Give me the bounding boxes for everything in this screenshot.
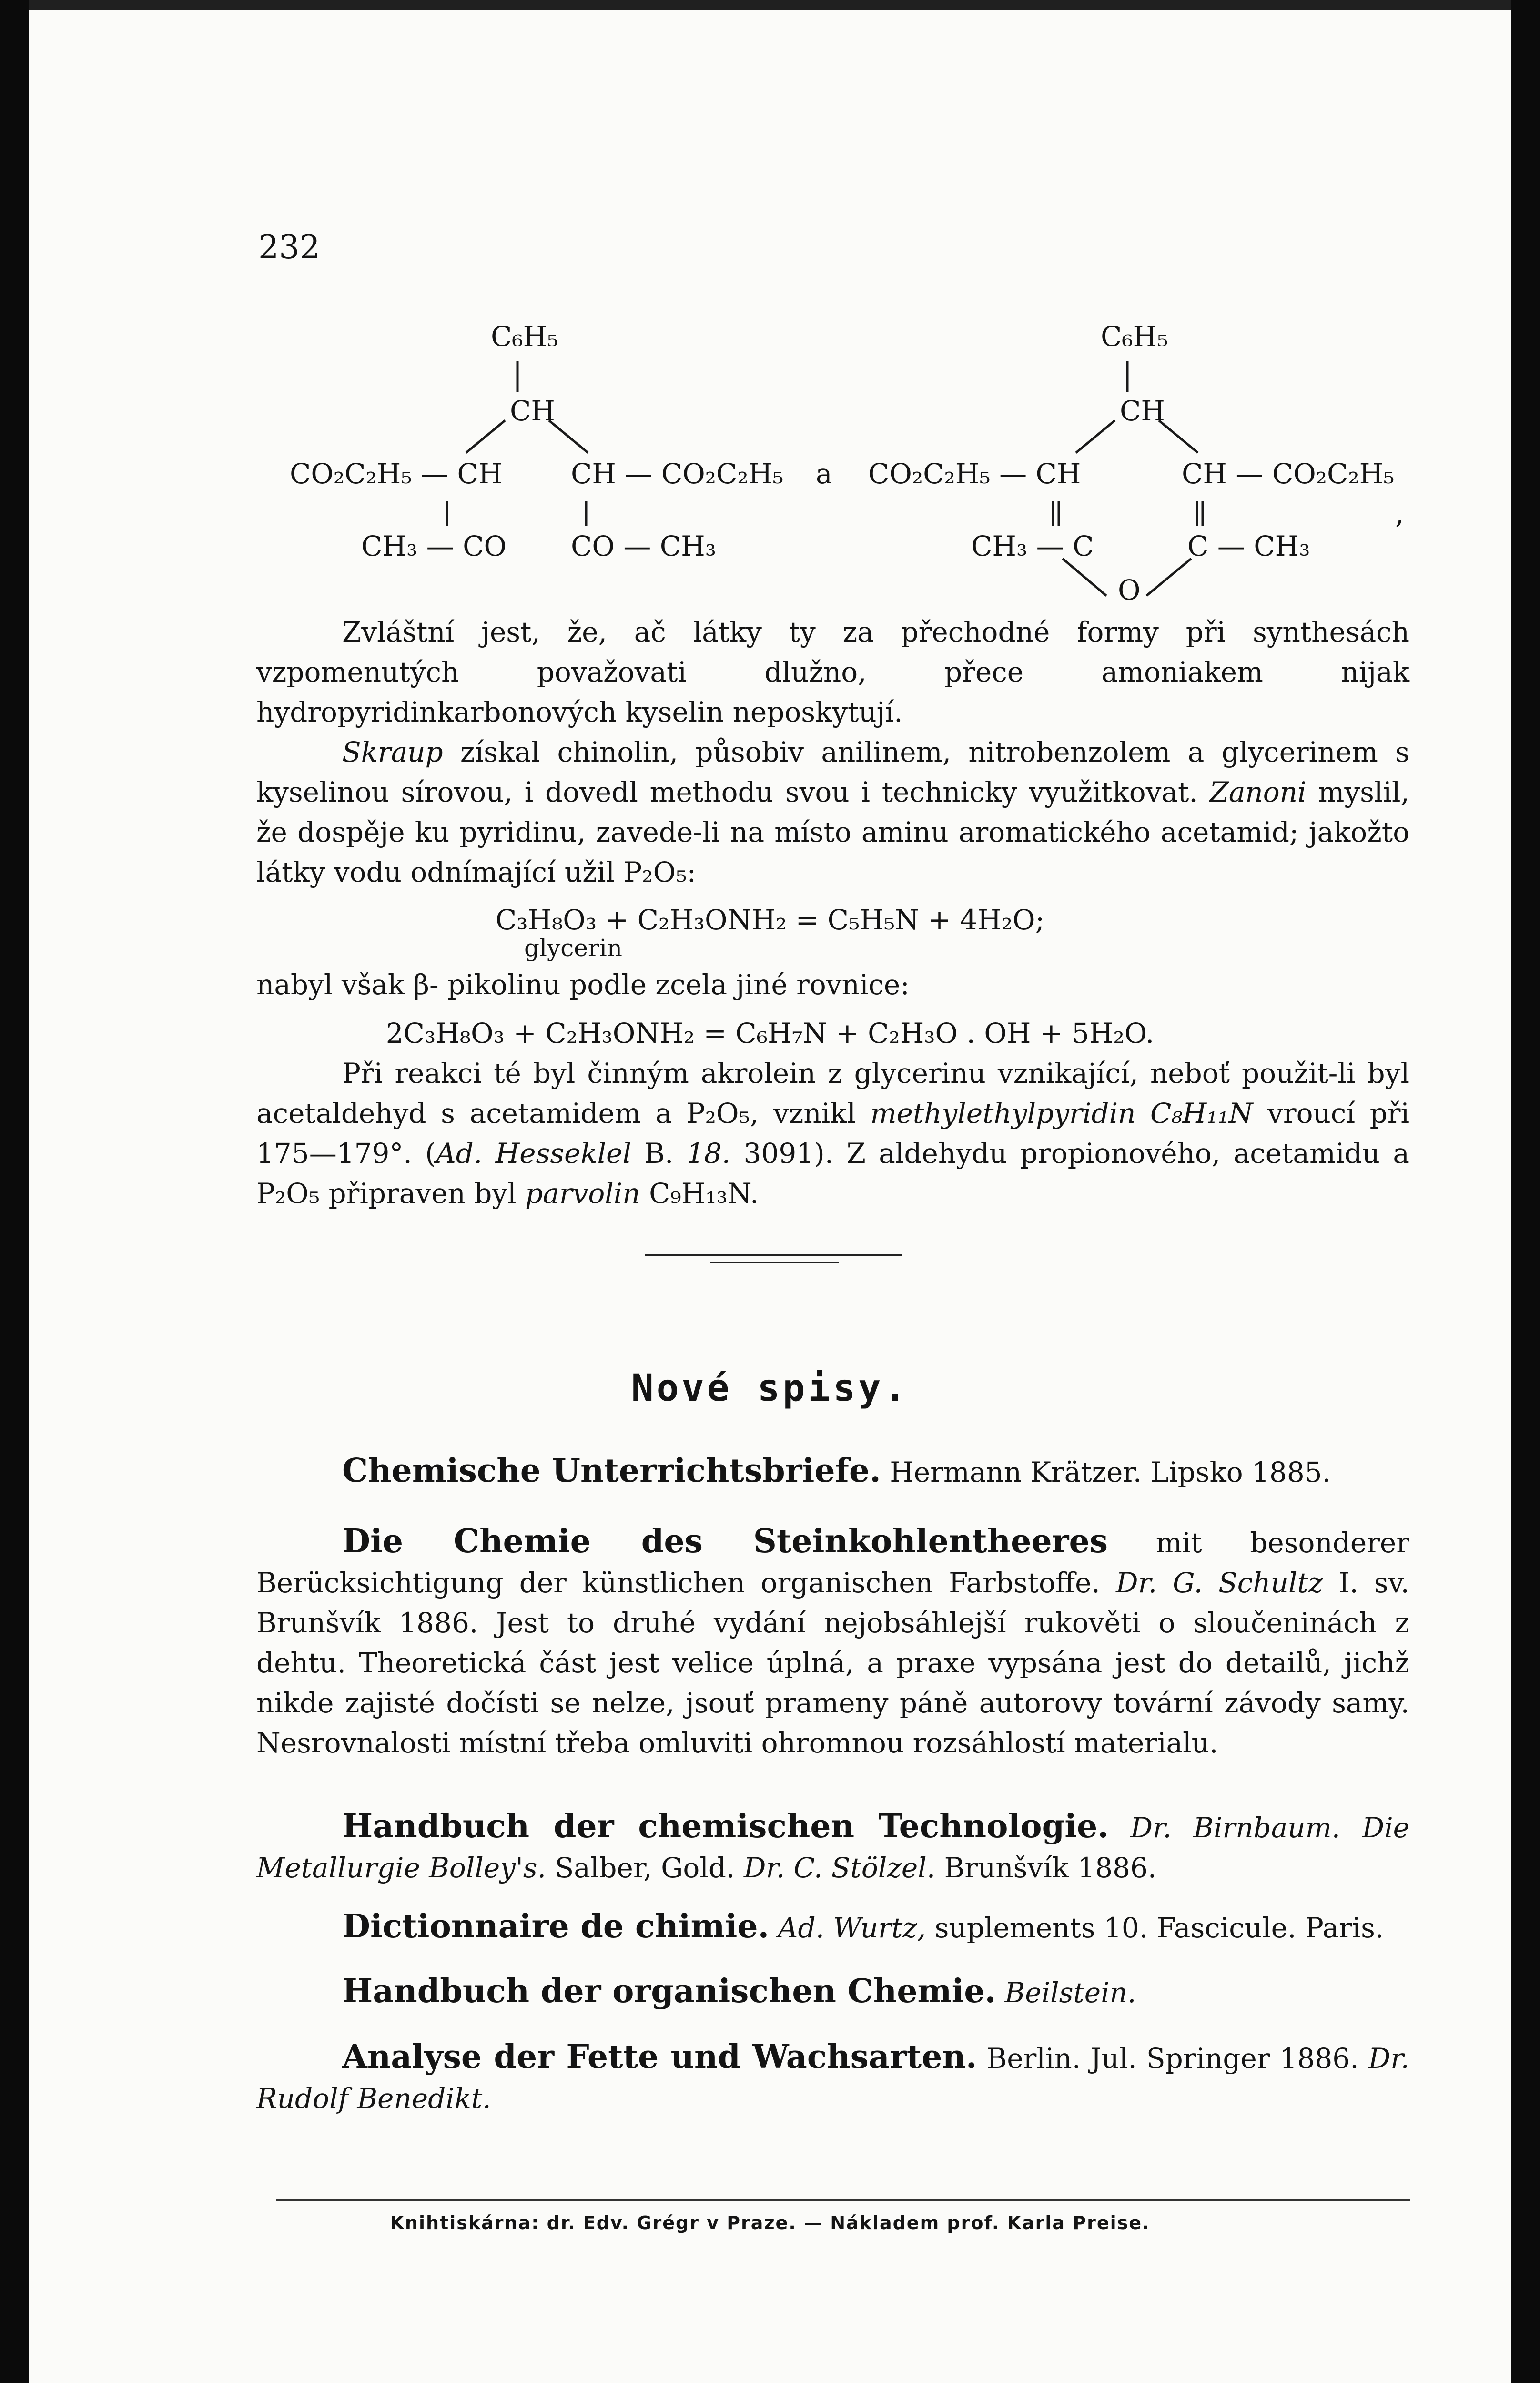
bib-2-rest: mit besonderer Berücksichtigung der künstlichen organischen Farbstoffe. (256, 1527, 1409, 1599)
left-bottom-right: CO — CH₃ (571, 530, 717, 562)
right-right-chain: CH — CO₂C₂H₅ (1182, 458, 1395, 490)
book-page (29, 10, 1511, 2383)
bib-3-rest2: Brunšvík 1886. (935, 1852, 1157, 1884)
line-after-eq1 (256, 965, 1409, 1005)
bib-entry-2 (256, 1521, 1409, 1763)
bib-entry-1 (256, 1451, 1409, 1492)
bib-entry-4 (256, 1906, 1409, 1948)
equation-1-label: glycerin (524, 934, 622, 962)
paragraph-2-text-1: získal chinolin, působiv anilinem, nitrobenzolem a glycerinem s kyselinou sírovou, i dovedl methodu svou i technicky využitkovat. (256, 736, 1409, 808)
paragraph-3-text-5: C₉H₁₃N. (640, 1177, 759, 1210)
page-edge-top (29, 0, 1511, 10)
left-bottom-left: CH₃ — CO (361, 530, 507, 562)
bib-6-author: Dr. Rudolf Benedikt. (256, 2042, 1409, 2115)
bib-entry-5 (256, 1971, 1409, 2013)
bib-5-title: Handbuch der organischen Chemie. (342, 1972, 996, 2010)
compound-parvolin: parvolin (525, 1177, 640, 1210)
paragraph-1-text: Zvláštní jest, že, ač látky ty za přechodné formy při synthesách vzpomenutých považovati dlužno, přece amoniakem nijak hydropyridinkarbonových kyselin neposkytují. (256, 616, 1409, 728)
bib-entry-6 (256, 2037, 1409, 2118)
bib-3-author-2: Dr. C. Stölzel. (743, 1852, 936, 1884)
paragraph-1 (256, 612, 1409, 732)
right-left-chain: CO₂C₂H₅ — CH (868, 458, 1081, 490)
right-chain: CH — CO₂C₂H₅ (571, 458, 784, 490)
right-comma: , (1395, 498, 1404, 530)
bib-4-rest: suplements 10. Fascicule. Paris. (926, 1912, 1384, 1944)
bib-2-author: Dr. G. Schultz (1115, 1567, 1323, 1599)
equation-2: 2C₃H₈O₃ + C₂H₃ONH₂ = C₆H₇N + C₂H₃O . OH + 5H₂O. (385, 1017, 1155, 1049)
bib-6-rest: Berlin. Jul. Springer 1886. (977, 2042, 1368, 2075)
author-zanoni: Zanoni (1209, 776, 1307, 808)
page-edge-left (0, 0, 29, 2383)
paragraph-3-text-1: Při reakci té byl činným akrolein z glycerinu vznikající, neboť použit-li byl acetaldehyd s acetamidem a P₂O₅, vznikl (256, 1057, 1409, 1130)
line-after-eq1-text: nabyl však β- pikolinu podle zcela jiné rovnice: (256, 968, 910, 1001)
paragraph-2-text-2: myslil, že dospěje ku pyridinu, zavede-li na místo aminu aromatického acetamid; jakožto látky vodu odnímající užil P₂O₅: (256, 776, 1409, 888)
author-skraup: Skraup (342, 736, 443, 768)
right-bottom-right: C — CH₃ (1187, 530, 1310, 562)
bib-4-author: Ad. Wurtz, (769, 1912, 926, 1944)
right-bottom-left: CH₃ — C (971, 530, 1094, 562)
right-phenyl: C₆H₅ (1101, 320, 1168, 353)
paragraph-2 (256, 732, 1409, 892)
paragraph-3-text-3: B. (631, 1137, 687, 1170)
equation-1: C₃H₈O₃ + C₂H₃ONH₂ = C₅H₅N + 4H₂O; (495, 904, 1045, 936)
chemical-structures (29, 10, 1511, 625)
bib-1-title: Chemische Unterrichtsbriefe. (342, 1452, 881, 1490)
separator-rule-1 (645, 1254, 902, 1256)
footer-rule (276, 2199, 1410, 2201)
separator-rule-2 (710, 1262, 839, 1263)
right-oxygen: O (1118, 574, 1141, 606)
right-ch: CH (1120, 395, 1165, 427)
paragraph-3-text-2: vroucí při 175—179°. ( (256, 1097, 1410, 1170)
footer-imprint: Knihtiskárna: dr. Edv. Grégr v Praze. — Nákladem prof. Karla Preise. (390, 2212, 1150, 2233)
bib-6-title: Analyse der Fette und Wachsarten. (342, 2038, 977, 2076)
bib-1-rest: Hermann Krätzer. Lipsko 1885. (881, 1456, 1331, 1488)
bib-4-title: Dictionnaire de chimie. (342, 1907, 770, 1945)
left-ch: CH (510, 395, 555, 427)
page-edge-right (1511, 0, 1540, 2383)
bib-3-author: Dr. Birnbaum. Die Metallurgie Bolley's. (256, 1812, 1409, 1884)
bib-3-title: Handbuch der chemischen Technologie. (342, 1807, 1109, 1845)
left-chain: CO₂C₂H₅ — CH (290, 458, 503, 490)
bib-entry-3 (256, 1806, 1409, 1888)
bib-3-rest: Salber, Gold. (546, 1852, 744, 1884)
reference-author: Ad. Hesseklel (436, 1137, 632, 1170)
left-phenyl: C₆H₅ (491, 320, 558, 353)
paragraph-3 (256, 1053, 1409, 1213)
reference-volume: 18. (686, 1137, 731, 1170)
bib-2-rest2: I. sv. Brunšvík 1886. Jest to druhé vydání nejobsáhlejší rukověti o sloučeninách z dehtu. Theoretická část jest velice úplná, a praxe vypsána jest do detailů, jichž nikde zajisté dočísti se nelze, jsouť prameny páně autorovy tovární závody samy. Nesrovnalosti místní třeba omluviti ohromnou rozsáhlostí materialu. (256, 1567, 1409, 1759)
section-title: Nové spisy. (631, 1367, 909, 1410)
connector-a: a (816, 458, 832, 490)
page-number: 232 (258, 229, 320, 266)
bib-5-author: Beilstein. (996, 1976, 1136, 2009)
paragraph-3-text-4: 3091). Z aldehydu propionového, acetamidu a P₂O₅ připraven byl (256, 1137, 1409, 1210)
bib-2-title: Die Chemie des Steinkohlentheeres (342, 1522, 1108, 1560)
compound-methylethylpyridin: methylethylpyridin C₈H₁₁N (870, 1097, 1253, 1130)
